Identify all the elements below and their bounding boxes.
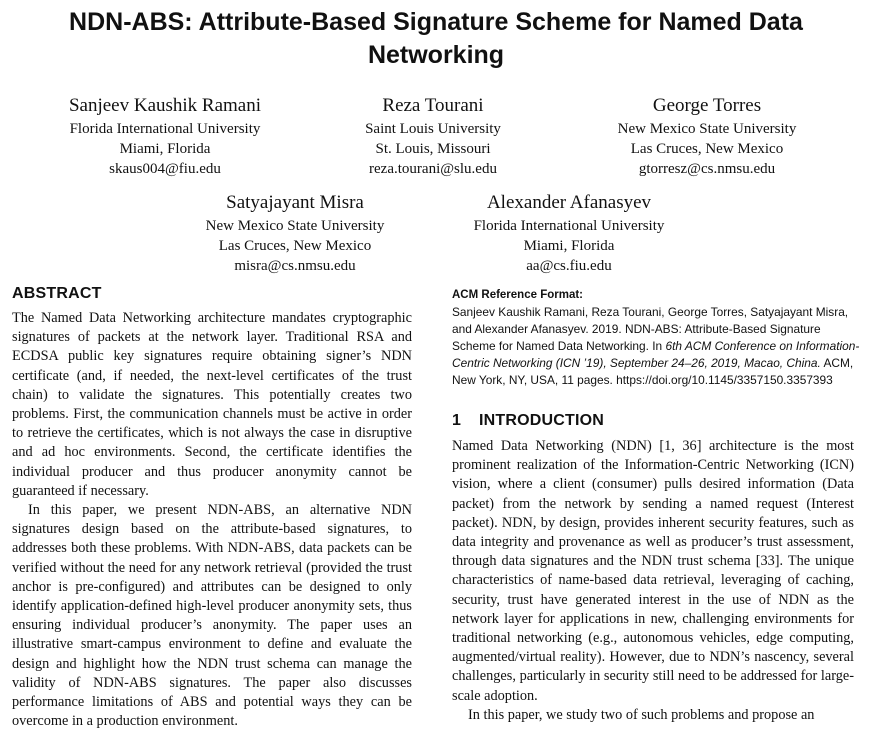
author-affiliation: New Mexico State University xyxy=(617,121,797,137)
title-line-1: NDN-ABS: Attribute-Based Signature Scheme for Named Data xyxy=(69,8,803,36)
abstract-body xyxy=(12,309,412,731)
title-line-2: Networking xyxy=(367,41,505,69)
author-name: George Torres xyxy=(652,95,762,116)
section-title: INTRODUCTION xyxy=(479,412,605,429)
author-block xyxy=(424,190,714,276)
acm-reference-authors: Sanjeev Kaushik Ramani, Reza Tourani, George Torres, Satyajayant Misra, and Alexander Afanasyev. 2019. NDN-ABS: Attribute-Based Signature Scheme for Named Data Networking. In xyxy=(452,305,849,353)
author-affiliation: Saint Louis University xyxy=(365,121,501,137)
author-location: Las Cruces, New Mexico xyxy=(630,141,784,157)
paper-title xyxy=(0,6,872,72)
author-block xyxy=(20,93,310,179)
author-affiliation: New Mexico State University xyxy=(205,218,385,234)
author-location: Miami, Florida xyxy=(119,141,211,157)
introduction-body xyxy=(452,437,854,725)
author-location: St. Louis, Missouri xyxy=(375,141,491,157)
introduction-heading xyxy=(452,412,604,430)
acm-reference-publisher: ACM, New York, NY, USA, 11 pages. https://doi.org/10.1145/3357150.3357393 xyxy=(452,356,854,387)
author-block xyxy=(150,190,440,276)
author-name: Satyajayant Misra xyxy=(226,192,364,213)
abstract-heading: ABSTRACT xyxy=(12,285,102,302)
author-name: Alexander Afanasyev xyxy=(486,192,652,213)
author-email: gtorresz@cs.nmsu.edu xyxy=(638,161,776,177)
author-email: skaus004@fiu.edu xyxy=(109,161,221,177)
author-email: misra@cs.nmsu.edu xyxy=(234,258,356,274)
acm-reference-venue: 6th ACM Conference on Information-Centric Networking (ICN ’19), September 24–26, 2019, Macao, China. xyxy=(452,339,860,370)
section-number: 1 xyxy=(452,412,462,429)
introduction-paragraph: In this paper, we study two of such problems and propose an xyxy=(468,706,815,723)
author-email: reza.tourani@slu.edu xyxy=(369,161,497,177)
author-affiliation: Florida International University xyxy=(69,121,261,137)
author-name: Sanjeev Kaushik Ramani xyxy=(68,95,262,116)
author-location: Las Cruces, New Mexico xyxy=(218,238,372,254)
author-affiliation: Florida International University xyxy=(473,218,665,234)
acm-reference-text xyxy=(452,304,862,389)
acm-reference-heading: ACM Reference Format: xyxy=(452,289,583,301)
abstract-paragraph: The Named Data Networking architecture mandates cryptographic signatures of packets at the network layer. Traditional RSA and ECDSA public key signatures require obtaining signer’s NDN certificate (and, if needed, the next-level certificates of the trust chain) to validate the signatures. This potentially creates two problems. First, the communication channels must be active in order to retrieve the certificates, which is not always the case in disruptive and ad hoc environments. Second, the certificate identifies the individual producer and thus producer anonymity cannot be guaranteed if necessary. xyxy=(12,310,412,499)
introduction-paragraph: Named Data Networking (NDN) [1, 36] architecture is the most prominent realization of the Information-Centric Networking (ICN) vision, where a client (consumer) pulls desired information (Data packet) from the network by sending a named request (Interest packet). NDN, by design, provides inherent security features, such as data integrity and provenance as well as producer’s trust assessment, through data signatures and the NDN trust schema [33]. The unique characteristics of name-based data retrieval, leveraging of caching, security, trust have generated interest in the use of NDN as the network layer for applications in new, challenging environments for traditional networking (e.g., autonomous vehicles, edge computing, augmented/virtual reality). However, due to NDN’s nascency, several challenges, particularly in security still need to be addressed for large-scale adoption. xyxy=(452,438,854,704)
author-name: Reza Tourani xyxy=(382,95,484,116)
author-block xyxy=(288,93,578,179)
author-email: aa@cs.fiu.edu xyxy=(526,258,612,274)
author-location: Miami, Florida xyxy=(523,238,615,254)
abstract-paragraph: In this paper, we present NDN-ABS, an alternative NDN signatures design based on the attribute-based signatures, to addresses both these problems. With NDN-ABS, data packets can be verified without the need for any network retrieval (provided the trust anchor is pre-configured) and attributes can be designed to only identify application-defined high-level producer anonymity sets, thus ensuring individual producer’s anonymity. The paper uses an illustrative smart-campus environment to define and evaluate the design and highlight how the NDN trust schema can manage the validity of NDN-ABS signatures. The paper also discusses performance limitations of ABS and potential ways they can be overcome in a production environment. xyxy=(12,502,412,730)
author-block xyxy=(562,93,852,179)
